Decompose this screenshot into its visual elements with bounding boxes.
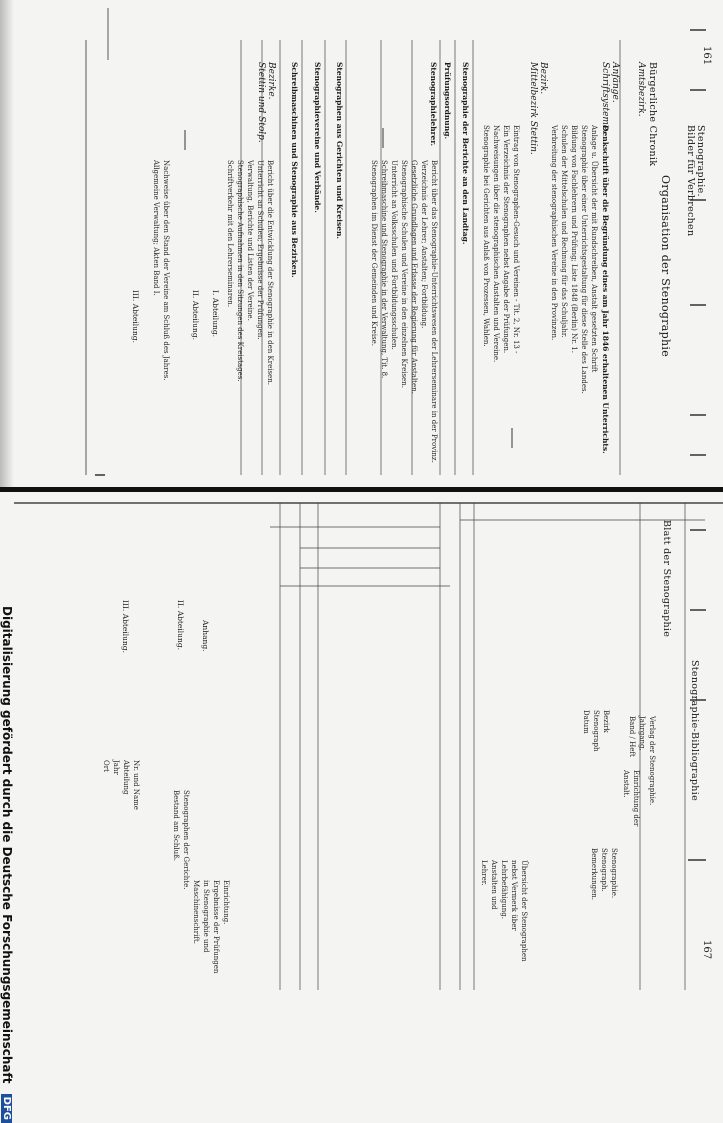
bottom-column-sub: Blatt der Stenographie [661, 520, 672, 638]
bottom-col5-line-1: Stenographie. [610, 848, 618, 899]
label-anfaenge: Anfänge. [610, 62, 620, 103]
bottom-col6-line-3: in Stenographie und [202, 880, 210, 953]
bottom-col6-line-2: Ergebnisse der Prüfungen [212, 880, 220, 974]
bottom-right-line-2: nebst Vermerk über [510, 860, 518, 931]
section-b: Prüfungsordnung. [443, 62, 452, 140]
bottom-col8-line-4: Ort [102, 760, 110, 772]
bottom-col7-line-1: Stenographen der Gerichte. [182, 790, 190, 890]
paragraph-14: Stenographische Schulen und Vereine in den einzelnen Kreisen. [400, 160, 408, 388]
page-number: 161 [701, 46, 712, 66]
paragraph-8: Ein Verzeichnis der Stenographen nebst Angabe der Prüfungen. [502, 125, 510, 354]
section-e: Schreibmaschinen und Stenographie aus Bezirken. [290, 62, 299, 278]
paragraph-12: Verzeichnis der Lehrer; Anstalten; Fortbildung. [420, 160, 428, 329]
bottom-col3-line-3: Datum [582, 710, 590, 734]
bottom-col2-line-3: Band / Heft [628, 716, 636, 757]
digitization-credit [0, 606, 14, 1123]
paragraph-22: Schriftverkehr mit den Lehrerseminaren. [226, 160, 234, 308]
paragraph-23: Nachweise über den Stand der Vereine am Schluß des Jahres. [162, 160, 170, 381]
paragraph-3: Stenographie über einer Unterrichtsgestaltung für diese Stelle des Landes. [580, 125, 588, 394]
bottom-right-line-1: Übersicht der Stenographen [520, 860, 528, 962]
paragraph-2: Anlage u. Übersicht der mit Rundschreiben, Anstalt gesetzten Schrift [590, 125, 598, 373]
bottom-col4-line-2: Anstalt. [622, 770, 630, 798]
label-schriftsysteme: Schriftsysteme. [600, 62, 610, 134]
bottom-col6-line-1: Einrichtung. [222, 880, 230, 925]
bottom-label-abteilung-2: II. Abteilung. [176, 600, 185, 651]
paragraph-20: Verwaltung, Berichte und Listen der Vereine. [246, 160, 254, 321]
paragraph-13: Gesetzliche Grundlagen und Erlasse der Regierung für Anstalten. [410, 160, 418, 394]
marker-abteilung-3: III. Abteilung. [131, 290, 140, 343]
bottom-right-line-4: Anstalten und [490, 860, 498, 910]
bottom-col4-line-1: Einrichtung der [632, 770, 640, 827]
bottom-col8-line-1: Nr. und Name [132, 760, 140, 810]
bottom-col8-line-2: Abteilung [122, 760, 130, 795]
document-title: Organisation der Stenographie [659, 175, 672, 358]
paragraph-7: Eintrag von Stenographen-Gesuch und Vereinen - Tit. 2, Nr. 13 - [512, 125, 520, 354]
bottom-col3-line-2: Stenograph [592, 710, 600, 752]
bottom-col8-line-3: Jahr [112, 760, 120, 775]
paragraph-16: Schreibmaschine und Stenographie in der Verwaltung, Tit. 8. [380, 160, 388, 379]
label-bezirk: Bezirk. [538, 62, 548, 95]
column-heading-event-sub: Bilder für Verbrechen [685, 125, 696, 237]
bottom-col6-line-4: Maschinenschrift. [192, 880, 200, 944]
paragraph-17: Stenographen im Dienst der Gemeinden und Kreise. [370, 160, 378, 347]
paragraph-21: Stenographische Aufnahmen in den Sitzungen des Kreistages. [236, 160, 244, 382]
paragraph-18: Bericht über die Entwicklung der Stenographie in den Kreisen. [266, 160, 274, 385]
credit-text: Digitalisierung gefördert durch die Deutsche Forschungsgemeinschaft [0, 606, 14, 1084]
column-heading-event: Stenographie. [695, 125, 706, 197]
section-a: Stenographie der Berichte an den Landtag. [461, 62, 470, 245]
paragraph-24: Allgemeine Verwaltung; Akten Band I. [152, 160, 160, 296]
paragraph-5: Schulen der Mittelschulen und Rechnung für das Schuljahr. [560, 125, 568, 338]
column-heading-place: Bürgerliche Chronik [647, 62, 658, 167]
label-bezirk-sub: Mittelbezirk Stettin. [528, 62, 538, 155]
bottom-column-heading: Stenographie-Bibliographie [689, 660, 700, 801]
paragraph-9: Nachweisungen über die stenographischen Anstalten und Vereine. [492, 125, 500, 363]
bottom-col3-line-1: Bezirk [602, 710, 610, 733]
paragraph-4: Bildung von Fachlehrern und Prüfung; Liste 1848 (Berlin) Nr. 1. [570, 125, 578, 353]
bottom-label-anhang: Anhang. [201, 620, 210, 652]
label-stenographielehrer: Stenographielehrer. [429, 62, 438, 147]
paragraph-15: Unterricht an Volksschulen und Fortbildungsschulen. [390, 160, 398, 350]
dfg-logo: DFG [1, 1094, 12, 1123]
section-c: Stenographen aus Gerichten und Kreisen. [335, 62, 344, 240]
section-d: Stenographievereine und Verbände. [313, 62, 322, 213]
paragraph-19: Unterricht an Schulen; Ergebnisse der Prüfungen. [256, 160, 264, 340]
marker-abteilung-1: I. Abteilung. [211, 290, 220, 338]
bottom-page-number: 167 [701, 940, 712, 960]
bottom-col7-line-2: Bestand am Schluß. [172, 790, 180, 861]
bottom-col5-line-3: Bemerkungen. [590, 848, 598, 901]
bottom-col2-line-2: Jahrgang, [638, 716, 646, 751]
label-bezirke-sub: Stettin und Stolp. [256, 62, 266, 143]
paragraph-10: Stenographie bei Gerichten aus Anlaß von Prozessen, Wahlen. [482, 125, 490, 347]
paragraph-11: Bericht über das Stenographie-Unterrichtswesen der Lehrerseminare in der Provinz. [430, 160, 438, 463]
paragraph-1: Denkschrift über die Begründung eines am Jahr 1846 erhaltenen Unterrichts. [601, 125, 610, 454]
bottom-label-abteilung-3: III. Abteilung. [121, 600, 130, 653]
marker-abteilung-2: II. Abteilung. [191, 290, 200, 341]
bottom-right-line-5: Lehrer. [480, 860, 488, 886]
bottom-col5-line-2: Stenograph. [600, 848, 608, 892]
bottom-col2-line-1: Verlag der Stenographie. [648, 716, 656, 806]
page-gutter [0, 0, 14, 487]
label-bezirke: Bezirke. [266, 62, 276, 100]
page-divider [0, 487, 723, 492]
column-heading-place-sub: Amtsbezirk. [636, 62, 646, 117]
bottom-right-line-3: Lehrbefähigung. [500, 860, 508, 919]
paragraph-6: Verbreitung der stenographischen Vereine in den Provinzen. [550, 125, 558, 341]
